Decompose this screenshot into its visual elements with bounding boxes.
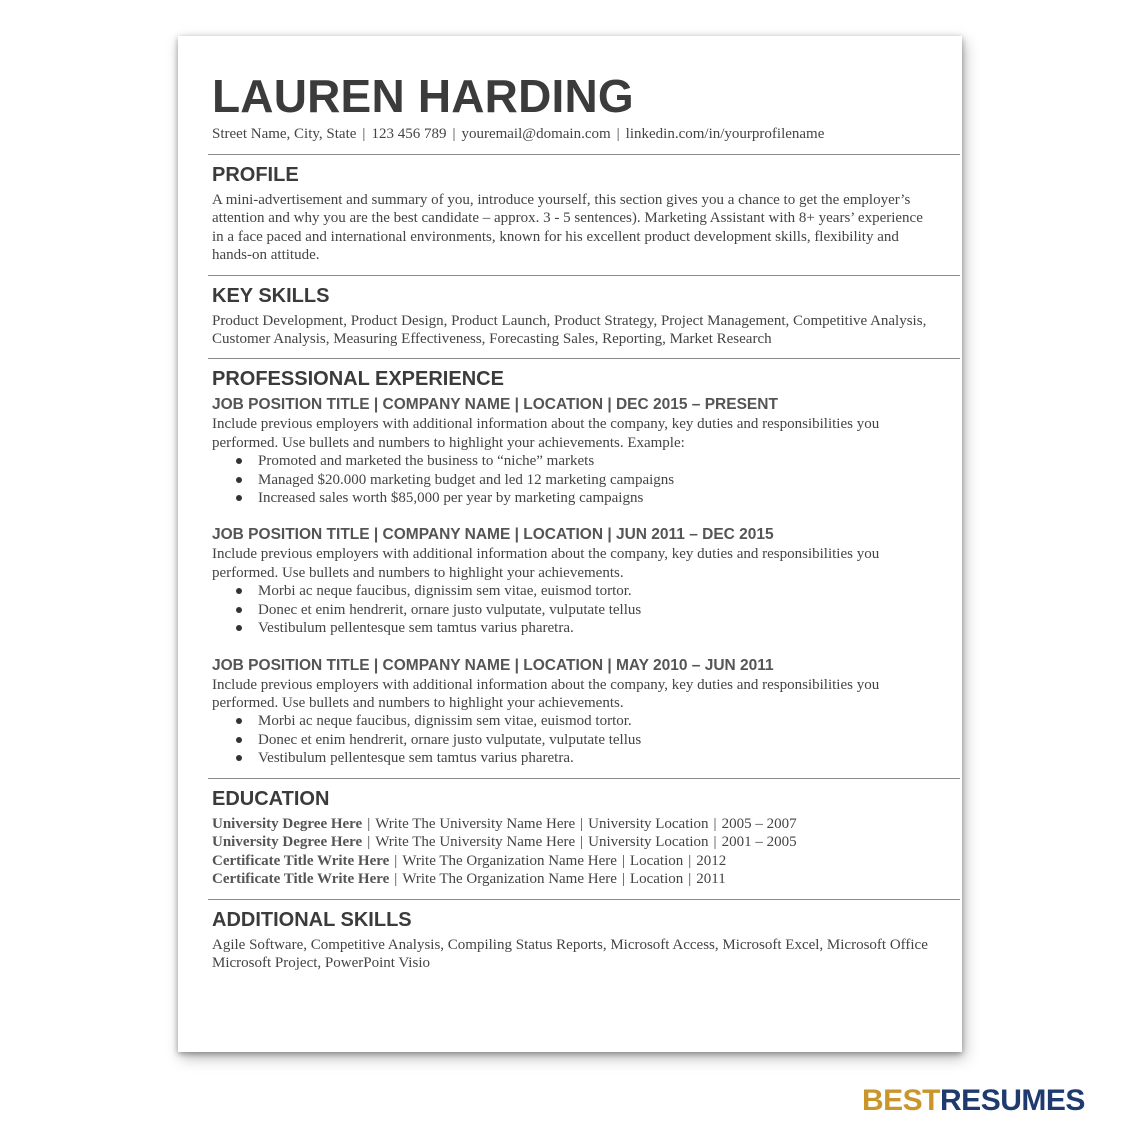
job-description: Include previous employers with additional information about the company, key duties and responsibilities you performed. Use bullets and numbers to highlight your achievements. Example: (212, 416, 880, 451)
education-row: University Degree Here | Write The University Name Here | University Location | 2005 – 2007 (212, 815, 797, 832)
candidate-name: LAUREN HARDING (212, 70, 634, 122)
job-bullet: Managed $20.000 marketing budget and led 12 marketing campaigns (236, 471, 932, 489)
education-institution: Write The University Name Here (375, 834, 576, 851)
job-heading: JOB POSITION TITLE | COMPANY NAME | LOCATION | DEC 2015 – PRESENT (212, 396, 778, 414)
education-degree: University Degree Here (212, 815, 363, 832)
education-years: 2005 – 2007 (721, 815, 797, 832)
experience-section (212, 367, 932, 767)
education-row: University Degree Here | Write The University Name Here | University Location | 2001 – 2005 (212, 834, 797, 851)
logo-part-resumes: RESUMES (940, 1084, 1085, 1117)
contact-email: youremail@domain.com (461, 126, 611, 142)
resume-page (178, 36, 962, 1052)
education-degree: Certificate Title Write Here (212, 852, 390, 869)
key-skills-title: KEY SKILLS (212, 284, 330, 307)
section-divider (208, 358, 960, 359)
job-bullet: Vestibulum pellentesque sem tamtus varius pharetra. (236, 619, 932, 637)
education-row: Certificate Title Write Here | Write The Organization Name Here | Location | 2011 (212, 871, 726, 888)
education-years: 2001 – 2005 (721, 834, 797, 851)
education-degree: Certificate Title Write Here (212, 871, 390, 888)
job-entry (212, 656, 932, 768)
job-bullet: Donec et enim hendrerit, ornare justo vulputate, vulputate tellus (236, 731, 932, 749)
job-bullet: Morbi ac neque faucibus, dignissim sem vitae, euismod tortor. (236, 582, 932, 600)
job-bullets (212, 582, 932, 637)
logo-part-best: BEST (862, 1084, 941, 1117)
education-years: 2012 (696, 852, 727, 869)
education-location: University Location (588, 815, 709, 832)
contact-line: Street Name, City, State | 123 456 789 | youremail@domain.com | linkedin.com/in/yourprofilename (212, 126, 825, 142)
education-location: Location (629, 852, 684, 869)
key-skills-text: Product Development, Product Design, Product Launch, Product Strategy, Project Management, Competitive Analysis, Customer Analysis, Measuring Effectiveness, Forecasting Sales, Reporting, Market Research (212, 312, 927, 348)
job-bullet: Promoted and marketed the business to “niche” markets (236, 452, 932, 470)
job-entry (212, 525, 932, 637)
job-description: Include previous employers with additional information about the company, key duties and responsibilities you performed. Use bullets and numbers to highlight your achievements. (212, 546, 880, 581)
contact-address: Street Name, City, State (212, 126, 357, 142)
education-location: University Location (588, 834, 709, 851)
profile-section (212, 163, 932, 265)
section-divider (208, 778, 960, 779)
job-heading: JOB POSITION TITLE | COMPANY NAME | LOCATION | JUN 2011 – DEC 2015 (212, 526, 774, 544)
education-years: 2011 (696, 871, 726, 888)
job-bullets (212, 712, 932, 767)
job-bullet: Increased sales worth $85,000 per year by marketing campaigns (236, 489, 932, 507)
profile-text: A mini-advertisement and summary of you, introduce yourself, this section gives you a chance to get the employer’s attention and why you are the best candidate – approx. 3 - 5 sentences). Marketing Assistant with 8+ years’ experience in a face paced and international environments, known for his excellent product development skills, flexibility and hands-on attitude. (212, 192, 923, 264)
job-entry (212, 395, 932, 507)
education-location: Location (629, 871, 684, 888)
additional-skills-text: Agile Software, Competitive Analysis, Compiling Status Reports, Microsoft Access, Microsoft Excel, Microsoft Office Microsoft Project, PowerPoint Visio (212, 936, 928, 972)
job-description: Include previous employers with additional information about the company, key duties and responsibilities you performed. Use bullets and numbers to highlight your achievements. (212, 676, 880, 711)
section-divider (208, 275, 960, 276)
experience-title: PROFESSIONAL EXPERIENCE (212, 368, 504, 391)
contact-linkedin: linkedin.com/in/yourprofilename (625, 126, 825, 142)
education-row: Certificate Title Write Here | Write The Organization Name Here | Location | 2012 (212, 852, 727, 869)
bestresumes-logo (862, 1084, 1085, 1118)
education-institution: Write The University Name Here (375, 815, 576, 832)
profile-title: PROFILE (212, 164, 299, 186)
education-degree: University Degree Here (212, 834, 363, 851)
education-title: EDUCATION (212, 787, 330, 810)
section-divider (208, 899, 960, 900)
resume-content (212, 70, 932, 973)
education-institution: Write The Organization Name Here (402, 852, 617, 869)
education-section (212, 787, 932, 889)
education-institution: Write The Organization Name Here (402, 871, 617, 888)
job-bullet: Donec et enim hendrerit, ornare justo vulputate, vulputate tellus (236, 601, 932, 619)
section-divider (208, 154, 960, 155)
job-heading: JOB POSITION TITLE | COMPANY NAME | LOCATION | MAY 2010 – JUN 2011 (212, 656, 774, 674)
key-skills-section (212, 284, 932, 349)
job-bullet: Vestibulum pellentesque sem tamtus varius pharetra. (236, 749, 932, 767)
job-bullet: Morbi ac neque faucibus, dignissim sem vitae, euismod tortor. (236, 712, 932, 730)
additional-skills-section (212, 908, 932, 973)
additional-skills-title: ADDITIONAL SKILLS (212, 908, 412, 931)
job-bullets (212, 452, 932, 507)
contact-phone: 123 456 789 (371, 126, 447, 142)
